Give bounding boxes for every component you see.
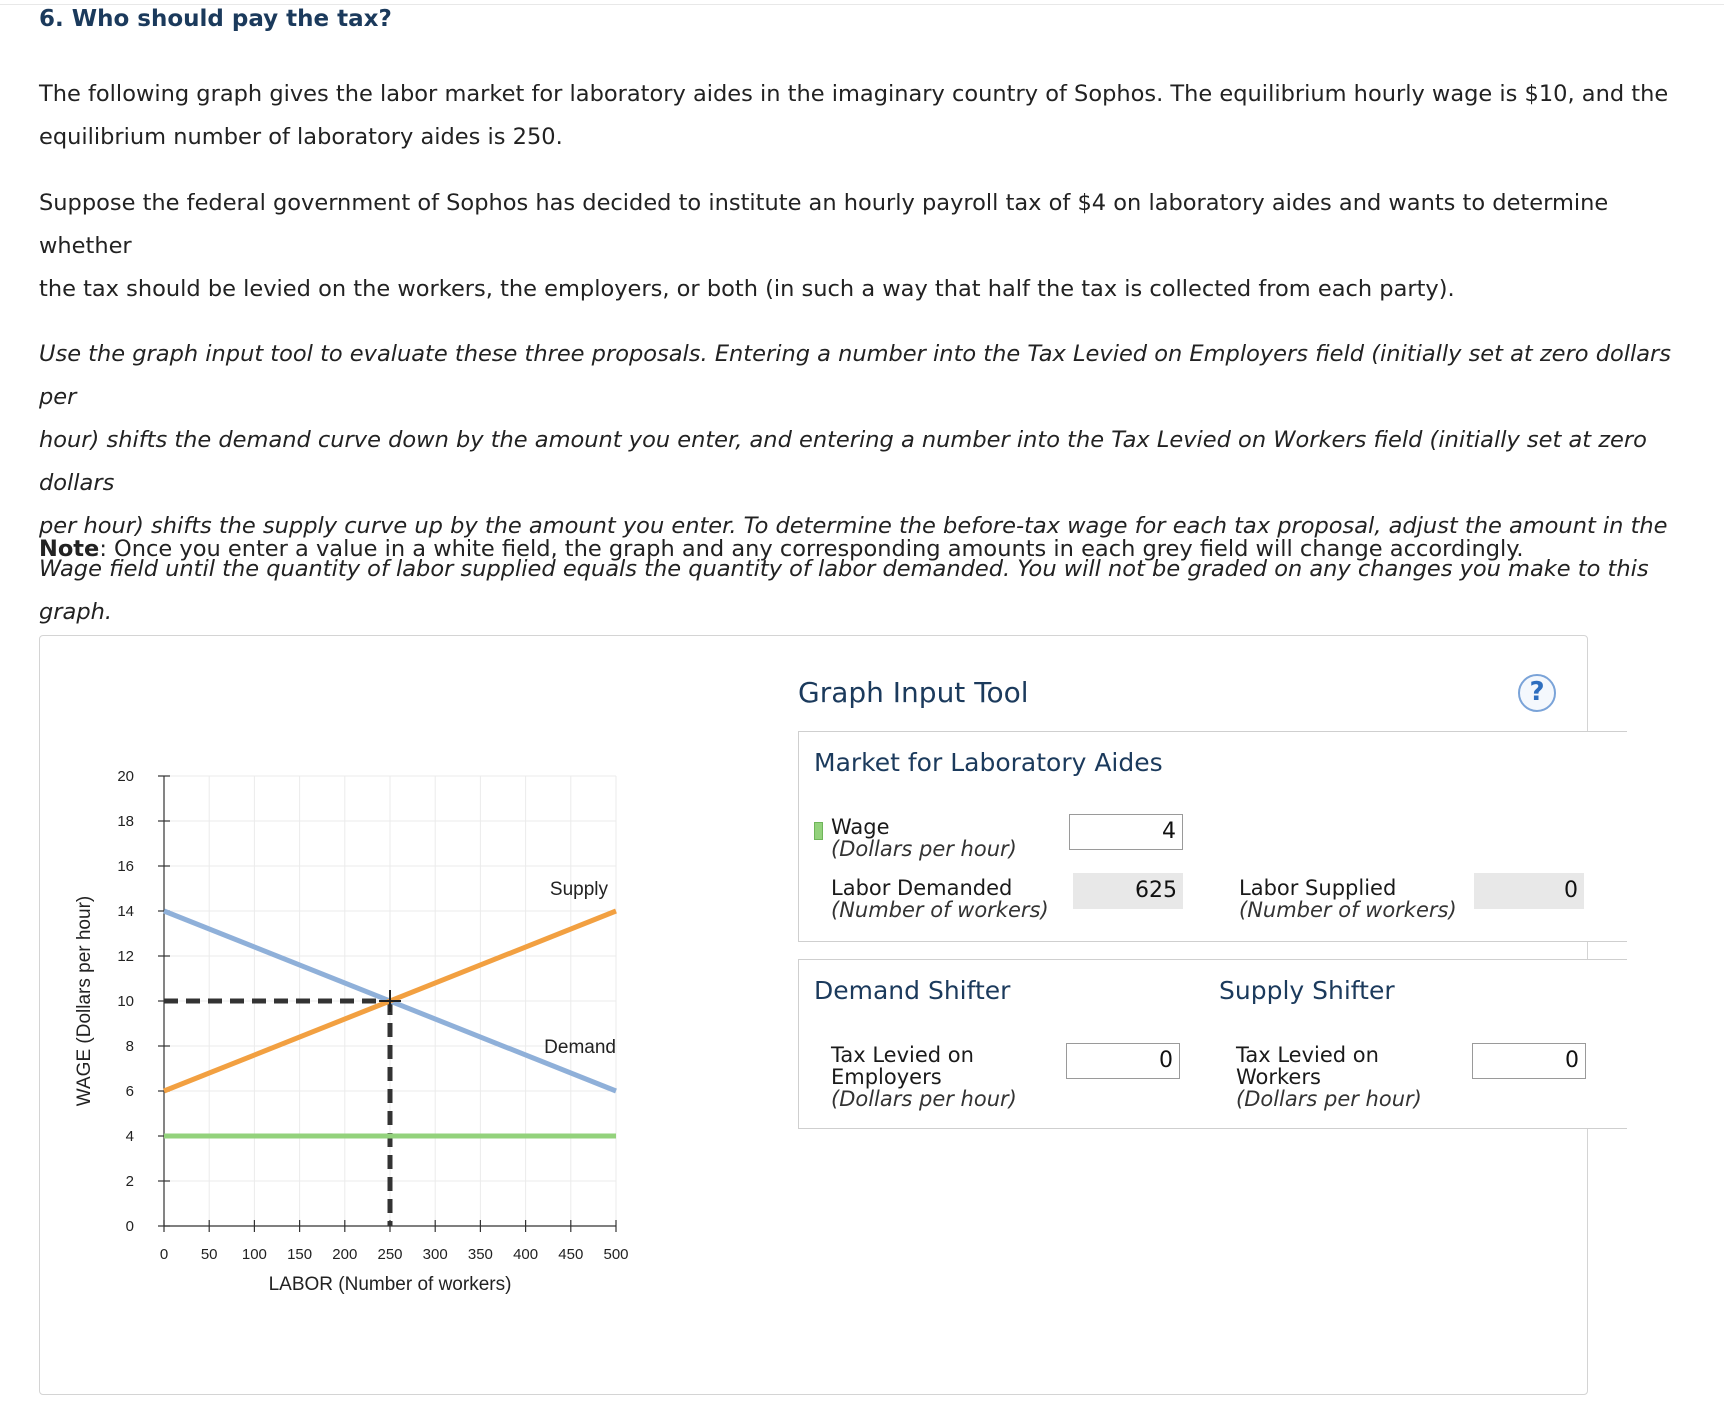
labor-market-chart[interactable] bbox=[40, 636, 780, 1394]
labels bbox=[74, 768, 629, 1295]
x-tick-label: 0 bbox=[159, 1246, 169, 1263]
employer-tax-label-block bbox=[831, 1044, 1017, 1110]
instr-line-2: hour) shifts the demand curve down by the amount you enter, and entering a number into the Tax Levied on Workers field (initially set at zero dollars bbox=[39, 427, 1647, 496]
help-icon[interactable]: ? bbox=[1518, 674, 1556, 712]
instr-line-3: per hour) shifts the supply curve up by the amount you enter. To determine the before-tax wage for each tax proposal, adjust the amount in the bbox=[39, 513, 1668, 539]
note-text: : Once you enter a value in a white field, the graph and any corresponding amounts in each grey field will change accordingly. bbox=[99, 536, 1524, 562]
worker-tax-input[interactable]: 0 bbox=[1472, 1043, 1586, 1079]
x-tick-label: 500 bbox=[603, 1246, 629, 1263]
labor-supplied-label: Labor Supplied bbox=[1239, 876, 1397, 900]
intro-paragraph bbox=[39, 73, 1689, 159]
intro-line-1: The following graph gives the labor market for laboratory aides in the imaginary country of Sophos. The equilibrium hourly wage is $10, and the bbox=[39, 81, 1669, 107]
instr-line-4: Wage field until the quantity of labor supplied equals the quantity of labor demanded. You will not be graded on any changes you make to this graph. bbox=[39, 556, 1649, 625]
tax-paragraph bbox=[39, 182, 1689, 311]
y-tick-label: 10 bbox=[117, 993, 134, 1010]
x-tick-label: 350 bbox=[467, 1246, 493, 1263]
y-tick-label: 2 bbox=[125, 1173, 134, 1190]
wage-unit: (Dollars per hour) bbox=[831, 837, 1017, 861]
worker-tax-unit: (Dollars per hour) bbox=[1236, 1087, 1422, 1111]
note-label: Note bbox=[39, 536, 100, 562]
wage-label-block bbox=[831, 816, 1017, 860]
supply-label: Supply bbox=[549, 879, 608, 900]
employer-tax-label-1: Tax Levied on bbox=[831, 1043, 974, 1067]
y-tick-label: 0 bbox=[125, 1218, 134, 1235]
wage-input[interactable]: 4 bbox=[1069, 814, 1183, 850]
x-tick-label: 150 bbox=[287, 1246, 313, 1263]
market-box bbox=[798, 731, 1627, 942]
labor-supplied-unit: (Number of workers) bbox=[1239, 898, 1457, 922]
labor-demanded-label: Labor Demanded bbox=[831, 876, 1013, 900]
y-tick-label: 12 bbox=[117, 948, 134, 965]
y-tick-label: 6 bbox=[125, 1083, 134, 1100]
demand-label: Demand bbox=[544, 1037, 616, 1058]
instructions-paragraph bbox=[39, 333, 1689, 634]
supply-shifter-title: Supply Shifter bbox=[1219, 976, 1395, 1005]
x-tick-label: 250 bbox=[377, 1246, 403, 1263]
demand-shifter-title: Demand Shifter bbox=[814, 976, 1011, 1005]
instr-line-1: Use the graph input tool to evaluate these three proposals. Entering a number into the Tax Levied on Employers field (initially set at zero dollars per bbox=[39, 341, 1672, 410]
tax-line-1: Suppose the federal government of Sophos has decided to institute an hourly payroll tax of $4 on laboratory aides and wants to determine whether bbox=[39, 190, 1609, 259]
graph-panel bbox=[39, 635, 1588, 1395]
x-tick-label: 50 bbox=[200, 1246, 218, 1263]
graph-input-tool-title: Graph Input Tool bbox=[798, 676, 1029, 709]
labor-supplied-output: 0 bbox=[1474, 873, 1584, 909]
worker-tax-label-1: Tax Levied on bbox=[1236, 1043, 1379, 1067]
labor-supplied-block bbox=[1239, 877, 1457, 921]
y-tick-label: 8 bbox=[125, 1038, 134, 1055]
x-tick-label: 450 bbox=[558, 1246, 584, 1263]
y-tick-label: 20 bbox=[117, 768, 134, 785]
x-tick-label: 200 bbox=[332, 1246, 358, 1263]
x-tick-label: 400 bbox=[513, 1246, 539, 1263]
labor-demanded-unit: (Number of workers) bbox=[831, 898, 1049, 922]
y-tick-label: 4 bbox=[125, 1128, 134, 1145]
y-axis-label: WAGE (Dollars per hour) bbox=[74, 895, 95, 1107]
note-paragraph bbox=[39, 528, 1689, 571]
worker-tax-label-block bbox=[1236, 1044, 1422, 1110]
x-tick-label: 300 bbox=[422, 1246, 448, 1263]
y-tick-label: 18 bbox=[117, 813, 134, 830]
shifter-box bbox=[798, 959, 1627, 1129]
tax-line-2: the tax should be levied on the workers, the employers, or both (in such a way that half the tax is collected from each party). bbox=[39, 276, 1455, 302]
employer-tax-label-2: Employers bbox=[831, 1065, 942, 1089]
labor-demanded-output: 625 bbox=[1073, 873, 1183, 909]
y-tick-label: 16 bbox=[117, 858, 134, 875]
wage-legend-marker bbox=[814, 822, 823, 840]
x-tick-label: 100 bbox=[241, 1246, 267, 1263]
wage-label: Wage bbox=[831, 815, 890, 839]
labor-demanded-block bbox=[831, 877, 1049, 921]
y-tick-label: 14 bbox=[117, 903, 134, 920]
x-axis-label: LABOR (Number of workers) bbox=[268, 1274, 512, 1295]
employer-tax-unit: (Dollars per hour) bbox=[831, 1087, 1017, 1111]
market-title: Market for Laboratory Aides bbox=[814, 748, 1163, 777]
worker-tax-label-2: Workers bbox=[1236, 1065, 1321, 1089]
top-rule bbox=[0, 0, 1724, 5]
intro-line-2: equilibrium number of laboratory aides is 250. bbox=[39, 124, 563, 150]
question-title: 6. Who should pay the tax? bbox=[39, 6, 392, 32]
employer-tax-input[interactable]: 0 bbox=[1066, 1043, 1180, 1079]
